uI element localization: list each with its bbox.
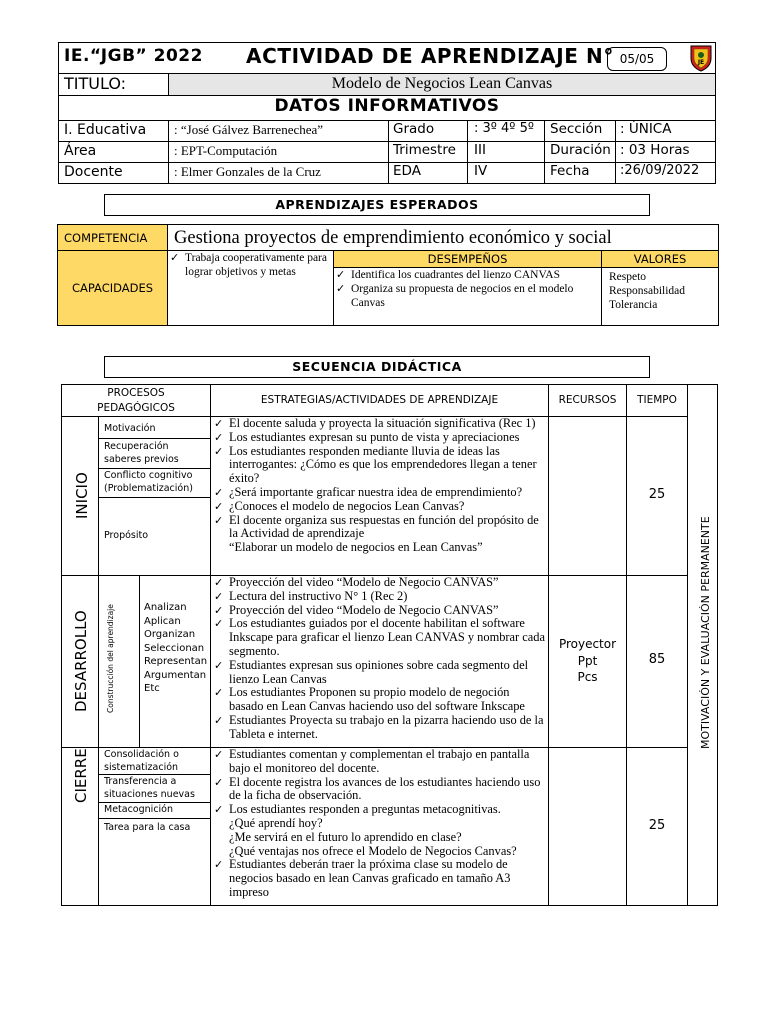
- info-label-docente: Docente: [64, 164, 123, 180]
- secuencia-title: SECUENCIA DIDÁCTICA: [292, 359, 462, 374]
- proceso-metacognicion: Metacognición: [104, 804, 174, 815]
- recursos-list: [549, 636, 626, 686]
- actividad-item: ✓ Estudiantes comentan y complementan el trabajo en pantalla bajo el monitoreo del docente.: [214, 747, 530, 775]
- check-icon: ✓: [214, 686, 224, 700]
- check-icon: ✓: [336, 268, 346, 281]
- info-label-seccion: Sección: [550, 121, 603, 137]
- actividad-item: ✓ Los estudiantes Proponen su propio modelo de negoción basado en Lean Canvas haciendo uso del software Inkscape: [214, 685, 525, 714]
- info-value-duracion: : 03 Horas: [620, 142, 690, 158]
- info-value-grado: : 3º 4º 5º: [474, 121, 534, 136]
- capacidades-label: CAPACIDADES: [71, 281, 154, 295]
- section-label-desarrollo: DESARROLLO: [72, 610, 90, 713]
- datos-title: DATOS INFORMATIVOS: [274, 96, 500, 116]
- tiempo-desarrollo: 85: [648, 652, 666, 667]
- proceso-consolidacion: Consolidación o sistematización: [104, 749, 179, 773]
- info-label-trimestre: Trimestre: [393, 142, 456, 158]
- competencia-label: COMPETENCIA: [64, 231, 148, 245]
- titulo-label: TITULO:: [64, 74, 127, 93]
- info-value-eda: IV: [474, 163, 488, 179]
- actividad-item: ✓ Los estudiantes responden a preguntas metacognitivas.: [214, 802, 501, 817]
- actividad-item: ✓ El docente registra los avances de los estudiantes haciendo uso de la ficha de observación.: [214, 774, 541, 803]
- check-icon: ✓: [214, 485, 224, 499]
- section-sublabel-construccion: Construcción del aprendizaje: [106, 604, 115, 714]
- header-recursos: RECURSOS: [558, 394, 617, 406]
- actividad-item: ✓ Los estudiantes responden mediante lluvia de ideas las interrogantes: ¿Cómo es que los emprendedores llegan a tener éxito?: [214, 443, 537, 486]
- activity-title: ACTIVIDAD DE APRENDIZAJE N°: [246, 44, 614, 68]
- info-label-eda: EDA: [393, 163, 421, 179]
- info-value-seccion: : ÚNICA: [620, 121, 672, 137]
- check-icon: ✓: [214, 713, 224, 727]
- info-value-trimestre: III: [474, 142, 486, 158]
- valor-item: Respeto: [609, 271, 647, 283]
- secuencia-title-box: [104, 356, 650, 378]
- actividad-item: ✓ Proyección del video “Modelo de Negocio CANVAS”: [214, 602, 499, 617]
- actividad-item: ✓ El docente organiza sus respuestas en función del propósito de la Actividad de aprendizaje: [214, 512, 539, 541]
- desempenos-label: DESEMPEÑOS: [427, 252, 508, 266]
- aprendizajes-title: APRENDIZAJES ESPERADOS: [275, 197, 479, 212]
- logo-text: JE: [697, 59, 705, 66]
- info-value-area: : EPT-Computación: [174, 143, 278, 158]
- check-icon: ✓: [214, 603, 224, 617]
- actividad-item: ✓ Estudiantes Proyecta su trabajo en la pizarra haciendo uso de la Tableta e internet.: [214, 712, 544, 741]
- header-estrategias: ESTRATEGIAS/ACTIVIDADES DE APRENDIZAJE: [260, 394, 499, 406]
- info-label-fecha: Fecha: [550, 163, 590, 179]
- aprendizajes-title-box: [104, 194, 650, 216]
- check-icon: ✓: [214, 658, 224, 672]
- check-icon: ✓: [214, 499, 224, 513]
- pregunta-item: ¿Qué aprendí hoy?: [229, 815, 323, 830]
- school-name: IE.“JGB” 2022: [64, 46, 203, 66]
- desempeno-item: ✓ Organiza su propuesta de negocios en el modelo Canvas: [336, 282, 574, 309]
- info-label-grado: Grado: [393, 121, 435, 137]
- actividad-item: ✓ Los estudiantes guiados por el docente habilitan el software Inkscape para graficar el lienzo Lean CANVAS y nombrar cada segmento.: [214, 616, 545, 658]
- section-label-cierre: CIERRE: [72, 748, 90, 803]
- actividad-item: ✓ Los estudiantes expresan su punto de vista y apreciaciones: [214, 429, 520, 444]
- recurso-item: Proyector: [558, 637, 617, 651]
- desempenos-list: [334, 268, 600, 310]
- header-tiempo: TIEMPO: [637, 394, 677, 406]
- check-icon: ✓: [170, 251, 180, 264]
- recurso-item: Pcs: [577, 670, 598, 684]
- proceso-conflicto: Conflicto cognitivo (Problematización): [104, 470, 193, 494]
- titulo-value: Modelo de Negocios Lean Canvas: [331, 75, 553, 92]
- info-label-ie: I. Educativa: [64, 122, 147, 138]
- tiempo-cierre: 25: [648, 818, 666, 833]
- info-value-fecha: :26/09/2022: [620, 163, 700, 178]
- capacidad-item: ✓ Trabaja cooperativamente para lograr objetivos y metas: [170, 251, 327, 278]
- recurso-item: Ppt: [577, 653, 598, 668]
- check-icon: ✓: [214, 444, 224, 458]
- actividad-item: ✓ ¿Conoces el modelo de negocios Lean Canvas?: [214, 498, 465, 513]
- proceso-tarea: Tarea para la casa: [104, 822, 191, 833]
- actividad-item: ✓ ¿Será importante graficar nuestra idea de emprendimiento?: [214, 484, 523, 499]
- proceso-desarrollo-verbos: Analizan Aplican Organizan Seleccionan Representan Argumentan Etc: [144, 602, 208, 694]
- check-icon: ✓: [214, 513, 224, 527]
- check-icon: ✓: [214, 803, 224, 817]
- actividad-item: ✓ Estudiantes expresan sus opiniones sobre cada segmento del lienzo Lean Canvas: [214, 657, 529, 686]
- check-icon: ✓: [336, 282, 346, 295]
- valores-label: VALORES: [633, 252, 687, 266]
- info-label-duracion: Duración: [550, 142, 611, 158]
- actividad-item: ✓ Estudiantes deberán traer la próxima clase su modelo de negocios basado en lean Canvas graficado en tamaño A3 impreso: [214, 857, 511, 899]
- info-value-ie: : “José Gálvez Barrenechea”: [174, 122, 324, 137]
- valores-list: [609, 270, 717, 312]
- check-icon: ✓: [214, 417, 224, 430]
- cierre-actividades: [212, 748, 546, 900]
- actividad-item: ✓ Lectura del instructivo N° 1 (Rec 2): [214, 588, 408, 603]
- desempeno-item: ✓ Identifica los cuadrantes del lienzo CANVAS: [336, 268, 560, 281]
- proposito-quote: “Elaborar un modelo de negocios en Lean Canvas”: [229, 540, 483, 555]
- valor-item: Responsabilidad: [609, 285, 686, 297]
- inicio-actividades: [212, 417, 546, 555]
- proceso-recuperacion: Recuperación saberes previos: [104, 441, 179, 465]
- check-icon: ✓: [214, 589, 224, 603]
- check-icon: ✓: [214, 748, 224, 761]
- tiempo-inicio: 25: [648, 487, 666, 502]
- section-label-inicio: INICIO: [73, 472, 91, 520]
- header-procesos: PROCESOS PEDAGÓGICOS: [97, 387, 175, 414]
- pregunta-item: ¿Me servirá en el futuro lo aprendido en clase?: [229, 829, 462, 844]
- check-icon: ✓: [214, 858, 224, 872]
- valor-item: Tolerancia: [609, 299, 658, 311]
- pregunta-item: ¿Qué ventajas nos ofrece el Modelo de Negocios Canvas?: [229, 843, 517, 858]
- check-icon: ✓: [214, 430, 224, 444]
- desarrollo-actividades: [212, 576, 546, 742]
- proceso-proposito: Propósito: [104, 530, 149, 541]
- info-label-area: Área: [64, 143, 97, 159]
- check-icon: ✓: [214, 576, 224, 589]
- actividad-item: ✓ El docente saluda y proyecta la situación significativa (Rec 1): [214, 416, 536, 430]
- proceso-transferencia: Transferencia a situaciones nuevas: [104, 776, 195, 800]
- info-value-docente: : Elmer Gonzales de la Cruz: [174, 164, 321, 179]
- check-icon: ✓: [214, 617, 224, 631]
- school-crest-logo: [688, 44, 714, 72]
- activity-number: 05/05: [619, 52, 655, 66]
- check-icon: ✓: [214, 775, 224, 789]
- proceso-motivacion: Motivación: [104, 423, 156, 434]
- competencia-value: Gestiona proyectos de emprendimiento económico y social: [174, 228, 612, 248]
- actividad-item: ✓ Proyección del video “Modelo de Negocio CANVAS”: [214, 575, 499, 589]
- activity-number-badge: [607, 47, 667, 71]
- side-label-motivacion: MOTIVACIÓN Y EVALUACIÓN PERMANENTE: [699, 516, 712, 749]
